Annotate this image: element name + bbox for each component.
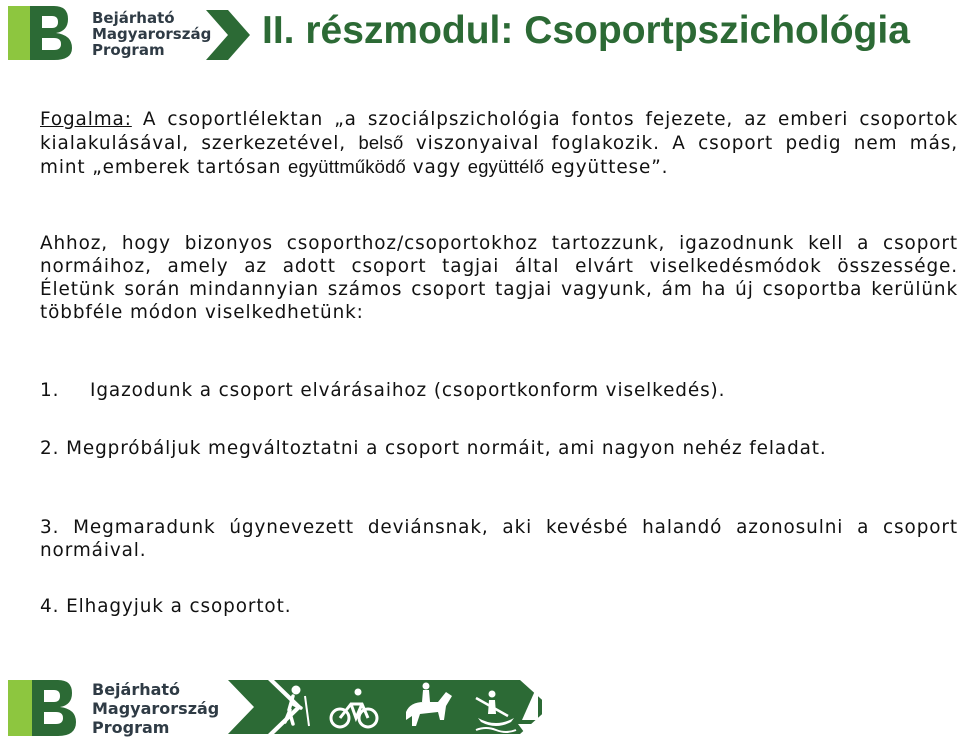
logo-wordmark [92,10,211,58]
list-item-number: 4. [40,596,60,617]
intro-paragraph: Ahhoz, hogy bizonyos csoporthoz/csoportokhoz tartozzunk, igazodnunk kell a csoport normáihoz, amely az adott csoport tagjai által elvárt viselkedésmódok összessége. Életünk során mindannyian számos csoport tagjai vagyunk, ám ha új csoportba kerülünk többféle módon viselkedhetünk: [40,233,958,323]
definition-word-egyuttelo: együttélő [467,156,545,177]
footer-logo-mark-icon [8,680,76,736]
list-item-text: Megpróbáljuk megváltoztatni a csoport normáit, ami nagyon nehéz feladat. [59,438,827,459]
list-item-text: Igazodunk a csoport elvárásaihoz (csoportkonform viselkedés). [90,380,726,401]
footer-graphic [6,674,566,740]
list-item [40,516,958,562]
footer-logo-line-3: Program [92,718,170,737]
list-item-number: 2. [40,438,60,459]
logo-line-3: Program [92,41,165,59]
list-item [40,379,958,402]
logo-line-2: Magyarország [92,25,212,43]
list-item-number: 1. [40,380,60,401]
list-item-text: Megmaradunk úgynevezett deviánsnak, aki kevésbé halandó azonosulni a csoport normáival. [40,517,958,561]
list-item-text: Elhagyjuk a csoportot. [59,596,292,617]
footer-logo-wordmark [92,680,219,737]
logo-line-1: Bejárható [92,9,175,27]
list-item [40,437,958,460]
definition-word-belso: belső [358,132,404,153]
definition-text-d: együttese”. [544,157,669,178]
page-title: II. részmodul: Csoportpszichológia [262,9,910,52]
definition-term: Fogalma: [40,109,132,130]
list-item [40,595,958,618]
footer-logo-bar [6,674,566,740]
definition-text-b: viszonyaival foglakozik. A csoport pedig nem más, mint „emberek tartósan [40,133,958,178]
chevron-right-icon [202,8,254,62]
definition-paragraph [40,108,958,179]
list-item-number: 3. [40,517,60,538]
program-logo [6,4,256,64]
definition-text-a: A csoportlélektan „a szociálpszichológia fontos fejezete, az emberi csoportok kialakulásával, szerkezetével, [40,109,958,154]
footer-logo-line-2: Magyarország [92,699,220,718]
footer-logo-line-1: Bejárható [92,680,181,699]
logo-mark-icon [6,4,90,64]
definition-word-egyuttmukodo: együttműködő [288,156,406,177]
definition-text-c: vagy [405,157,468,178]
